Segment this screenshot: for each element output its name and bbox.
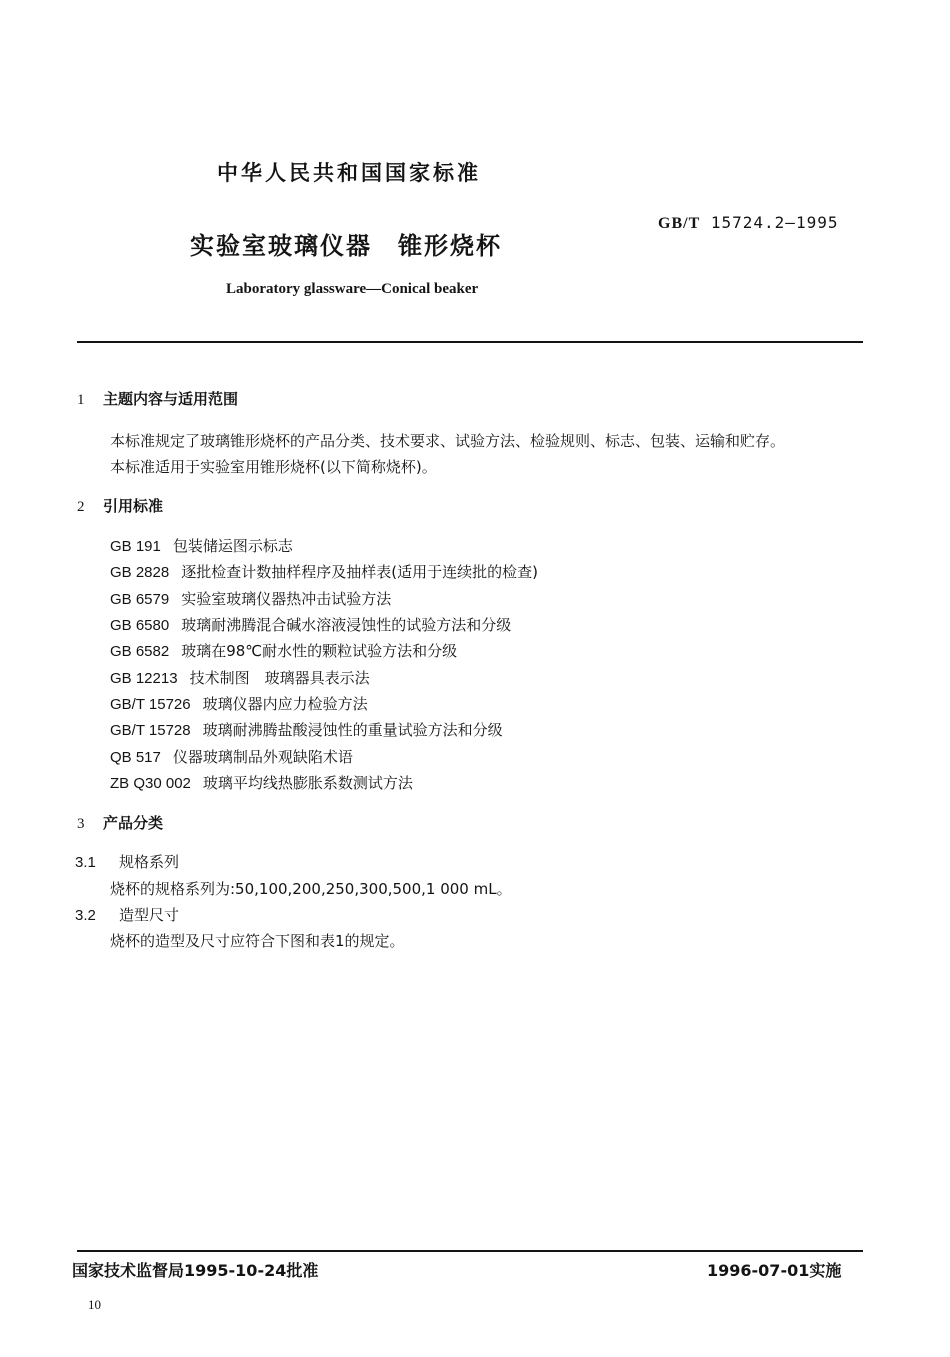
- reference-item: [110, 561, 538, 582]
- reference-title: 实验室玻璃仪器热冲击试验方法: [181, 590, 392, 608]
- reference-title: 玻璃耐沸腾盐酸浸蚀性的重量试验方法和分级: [202, 721, 503, 739]
- reference-code: ZB Q30 002: [110, 775, 191, 792]
- approval-date: 国家技术监督局1995-10-24批准: [72, 1261, 319, 1280]
- reference-title: 玻璃平均线热膨胀系数测试方法: [202, 774, 413, 792]
- reference-title: 玻璃在98℃耐水性的颗粒试验方法和分级: [181, 642, 458, 660]
- subsection-3-2-heading: [75, 904, 179, 925]
- subsection-3-1-text: 烧杯的规格系列为:50,100,200,250,300,500,1 000 mL。: [110, 880, 512, 898]
- reference-item: [110, 614, 511, 635]
- document-title-cn: 实验室玻璃仪器 锥形烧杯: [190, 232, 502, 260]
- section-1-number: 1: [77, 392, 85, 408]
- reference-item: [110, 746, 353, 767]
- reference-code: GB 6580: [110, 617, 170, 634]
- reference-item: [110, 588, 391, 609]
- standard-code: [658, 213, 838, 233]
- reference-title: 玻璃仪器内应力检验方法: [202, 695, 368, 713]
- footer-divider: [77, 1250, 863, 1252]
- section-1-paragraph-1: 本标准规定了玻璃锥形烧杯的产品分类、技术要求、试验方法、检验规则、标志、包装、运输和贮存。: [110, 432, 786, 450]
- reference-item: [110, 693, 368, 714]
- reference-item: [110, 535, 293, 556]
- reference-code: GB 6579: [110, 591, 170, 608]
- section-2-title: 引用标准: [103, 497, 164, 515]
- reference-code: GB/T 15726: [110, 696, 191, 713]
- reference-code: GB 6582: [110, 643, 170, 660]
- reference-code: GB 2828: [110, 564, 170, 581]
- reference-title: 仪器玻璃制品外观缺陷术语: [172, 748, 353, 766]
- standard-number: 15724.2—1995: [710, 213, 839, 232]
- section-1-heading: [77, 388, 238, 409]
- reference-item: [110, 772, 413, 793]
- document-title-en: Laboratory glassware—Conical beaker: [226, 281, 479, 297]
- standard-code-prefix: GB/T: [658, 215, 701, 232]
- reference-code: GB/T 15728: [110, 722, 191, 739]
- implementation-date: 1996-07-01实施: [707, 1261, 842, 1280]
- section-3-title: 产品分类: [103, 814, 164, 832]
- reference-title: 技术制图 玻璃器具表示法: [189, 669, 370, 687]
- reference-title: 玻璃耐沸腾混合碱水溶液浸蚀性的试验方法和分级: [181, 616, 512, 634]
- national-standard-label: 中华人民共和国国家标准: [217, 161, 481, 185]
- section-2-number: 2: [77, 499, 85, 515]
- subsection-3-1-heading: [75, 851, 179, 872]
- reference-item: [110, 719, 503, 740]
- reference-title: 逐批检查计数抽样程序及抽样表(适用于连续批的检查): [181, 563, 538, 581]
- section-1-paragraph-2: 本标准适用于实验室用锥形烧杯(以下简称烧杯)。: [110, 458, 437, 476]
- reference-code: GB 12213: [110, 670, 178, 687]
- reference-title: 包装储运图示标志: [172, 537, 293, 555]
- header-divider: [77, 341, 863, 343]
- subsection-3-1-number: 3.1: [75, 854, 96, 871]
- subsection-3-2-title: 造型尺寸: [119, 906, 180, 924]
- reference-item: [110, 640, 457, 661]
- subsection-3-2-number: 3.2: [75, 907, 96, 924]
- reference-item: [110, 667, 370, 688]
- section-3-heading: [77, 812, 163, 833]
- page-number: 10: [88, 1297, 101, 1312]
- reference-code: QB 517: [110, 749, 161, 766]
- section-3-number: 3: [77, 816, 85, 832]
- section-1-title: 主题内容与适用范围: [103, 390, 239, 408]
- section-2-heading: [77, 495, 163, 516]
- subsection-3-2-text: 烧杯的造型及尺寸应符合下图和表1的规定。: [110, 932, 405, 950]
- reference-code: GB 191: [110, 538, 161, 555]
- subsection-3-1-title: 规格系列: [119, 853, 180, 871]
